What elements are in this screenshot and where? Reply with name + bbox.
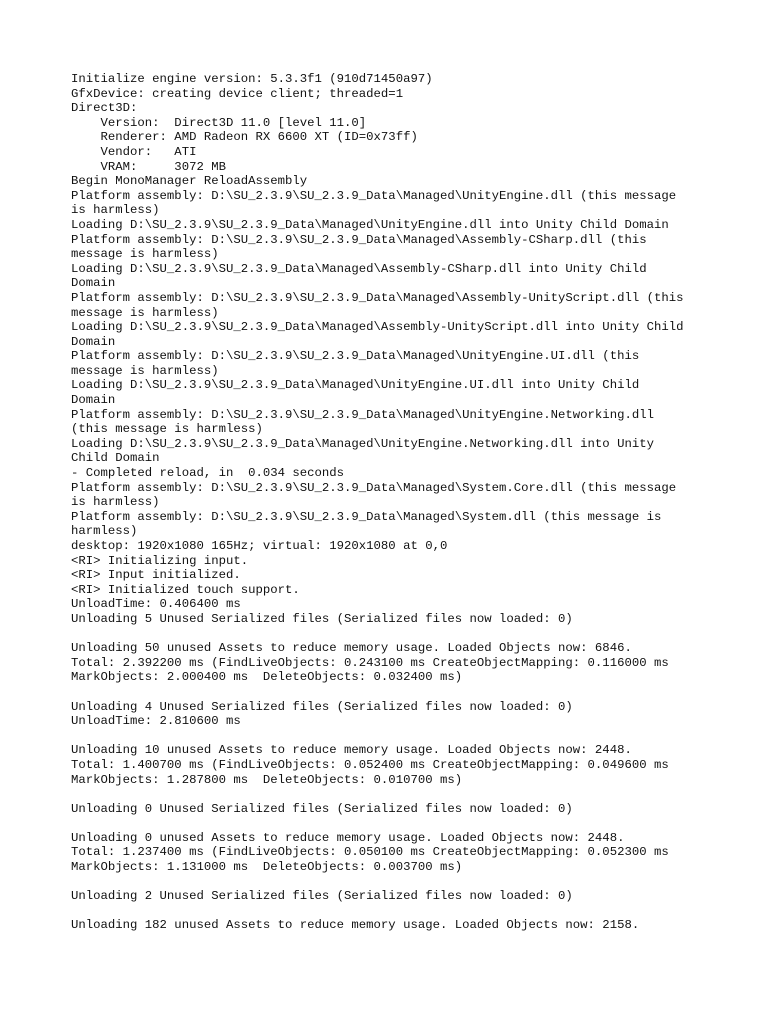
- log-line: message is harmless): [71, 305, 219, 320]
- log-line: Unloading 4 Unused Serialized files (Serialized files now loaded: 0): [71, 699, 573, 714]
- log-line: Renderer: AMD Radeon RX 6600 XT (ID=0x73ff): [71, 130, 418, 145]
- log-line: is harmless): [71, 495, 160, 510]
- log-line: UnloadTime: 0.406400 ms: [71, 597, 241, 612]
- log-line: <RI> Initialized touch support.: [71, 582, 300, 597]
- log-line: [71, 729, 711, 744]
- log-line: [71, 787, 711, 802]
- log-line: Unloading 0 unused Assets to reduce memory usage. Loaded Objects now: 2448.: [71, 830, 625, 845]
- log-line: MarkObjects: 2.000400 ms DeleteObjects: 0.032400 ms): [71, 670, 463, 685]
- log-line: Loading D:\SU_2.3.9\SU_2.3.9_Data\Managed\UnityEngine.Networking.dll into Unity: [71, 436, 654, 451]
- log-line: Loading D:\SU_2.3.9\SU_2.3.9_Data\Managed\Assembly-UnityScript.dll into Unity Child: [71, 320, 684, 335]
- log-text: [71, 72, 711, 933]
- log-line: message is harmless): [71, 363, 219, 378]
- log-line: Loading D:\SU_2.3.9\SU_2.3.9_Data\Managed\UnityEngine.dll into Unity Child Domain: [71, 217, 669, 232]
- log-line: - Completed reload, in 0.034 seconds: [71, 466, 345, 481]
- log-line: Platform assembly: D:\SU_2.3.9\SU_2.3.9_Data\Managed\Assembly-UnityScript.dll (this: [71, 290, 684, 305]
- log-line: Child Domain: [71, 451, 160, 466]
- log-line: Loading D:\SU_2.3.9\SU_2.3.9_Data\Managed\UnityEngine.UI.dll into Unity Child: [71, 378, 640, 393]
- log-line: Unloading 2 Unused Serialized files (Serialized files now loaded: 0): [71, 889, 573, 904]
- log-line: [71, 875, 711, 890]
- log-line: VRAM: 3072 MB: [71, 159, 226, 174]
- log-line: Vendor: ATI: [71, 144, 197, 159]
- log-line: Total: 2.392200 ms (FindLiveObjects: 0.243100 ms CreateObjectMapping: 0.116000 ms: [71, 655, 669, 670]
- log-line: Platform assembly: D:\SU_2.3.9\SU_2.3.9_Data\Managed\UnityEngine.UI.dll (this: [71, 349, 640, 364]
- log-line: message is harmless): [71, 247, 219, 262]
- log-line: <RI> Input initialized.: [71, 568, 241, 583]
- log-line: [71, 816, 711, 831]
- log-line: (this message is harmless): [71, 422, 263, 437]
- log-line: Platform assembly: D:\SU_2.3.9\SU_2.3.9_Data\Managed\Assembly-CSharp.dll (this: [71, 232, 647, 247]
- log-line: Version: Direct3D 11.0 [level 11.0]: [71, 115, 367, 130]
- log-line: MarkObjects: 1.131000 ms DeleteObjects: 0.003700 ms): [71, 860, 463, 875]
- log-line: UnloadTime: 2.810600 ms: [71, 714, 241, 729]
- log-line: Domain: [71, 334, 116, 349]
- log-line: [71, 685, 711, 700]
- log-line: desktop: 1920x1080 165Hz; virtual: 1920x1080 at 0,0: [71, 539, 448, 553]
- log-line: MarkObjects: 1.287800 ms DeleteObjects: 0.010700 ms): [71, 772, 463, 787]
- log-line: Direct3D:: [71, 101, 138, 116]
- log-line: Begin MonoManager ReloadAssembly: [71, 174, 308, 189]
- log-line: Platform assembly: D:\SU_2.3.9\SU_2.3.9_Data\Managed\System.Core.dll (this message: [71, 480, 677, 495]
- log-line: harmless): [71, 524, 138, 539]
- log-line: Platform assembly: D:\SU_2.3.9\SU_2.3.9_Data\Managed\UnityEngine.dll (this message: [71, 188, 677, 203]
- log-line: Domain: [71, 393, 116, 408]
- log-line: [71, 627, 711, 642]
- log-line: Unloading 182 unused Assets to reduce memory usage. Loaded Objects now: 2158.: [71, 918, 640, 933]
- log-line: Loading D:\SU_2.3.9\SU_2.3.9_Data\Managed\Assembly-CSharp.dll into Unity Child: [71, 261, 647, 276]
- log-line: Unloading 5 Unused Serialized files (Serialized files now loaded: 0): [71, 611, 573, 626]
- log-line: Total: 1.400700 ms (FindLiveObjects: 0.052400 ms CreateObjectMapping: 0.049600 ms: [71, 757, 669, 772]
- log-line: Platform assembly: D:\SU_2.3.9\SU_2.3.9_Data\Managed\UnityEngine.Networking.dll: [71, 407, 654, 422]
- log-line: GfxDevice: creating device client; threaded=1: [71, 86, 404, 101]
- log-line: Domain: [71, 276, 116, 291]
- log-line: is harmless): [71, 203, 160, 218]
- log-line: Unloading 0 Unused Serialized files (Serialized files now loaded: 0): [71, 801, 573, 816]
- log-line: Total: 1.237400 ms (FindLiveObjects: 0.050100 ms CreateObjectMapping: 0.052300 ms: [71, 845, 669, 860]
- log-line: Initialize engine version: 5.3.3f1 (910d71450a97): [71, 72, 433, 86]
- log-line: Unloading 10 unused Assets to reduce memory usage. Loaded Objects now: 2448.: [71, 743, 632, 758]
- log-line: <RI> Initializing input.: [71, 553, 249, 568]
- log-line: Unloading 50 unused Assets to reduce memory usage. Loaded Objects now: 6846.: [71, 641, 632, 656]
- log-line: [71, 904, 711, 919]
- log-line: Platform assembly: D:\SU_2.3.9\SU_2.3.9_Data\Managed\System.dll (this message is: [71, 509, 662, 524]
